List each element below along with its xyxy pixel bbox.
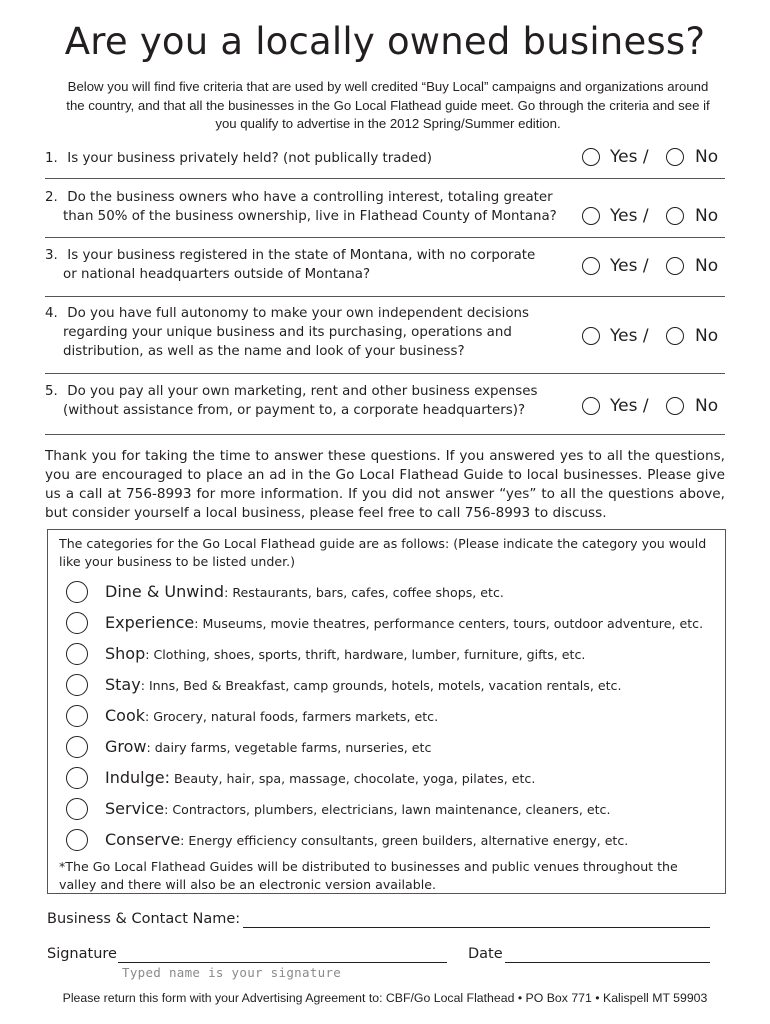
question-text: Is your business registered in the state of Montana, with no corporate (67, 248, 536, 263)
question-text: or national headquarters outside of Montana? (63, 267, 371, 282)
question-number: 3. (45, 248, 58, 263)
signature-label: Signature (47, 946, 117, 962)
question-text: Do you pay all your own marketing, rent and other business expenses (67, 384, 538, 399)
category-description: : Inns, Bed & Breakfast, camp grounds, hotels, motels, vacation rentals, etc. (140, 678, 622, 693)
question-number: 2. (45, 190, 58, 205)
question-text: distribution, as well as the name and look of your business? (63, 344, 465, 359)
category-grow (66, 736, 706, 760)
category-description: : Energy efficiency consultants, green builders, alternative energy, etc. (180, 833, 629, 848)
yes-label: Yes / (610, 206, 649, 226)
question-2 (45, 186, 725, 238)
yes-radio[interactable] (582, 257, 600, 275)
no-label: No (695, 256, 719, 276)
question-number: 5. (45, 384, 58, 399)
no-label: No (695, 206, 719, 226)
business-contact-label: Business & Contact Name: (47, 911, 241, 927)
category-radio[interactable] (66, 705, 88, 727)
category-radio[interactable] (66, 767, 88, 789)
date-label: Date (468, 946, 503, 962)
question-text: regarding your unique business and its purchasing, operations and (63, 325, 512, 340)
no-label: No (695, 396, 719, 416)
page-title: Are you a locally owned business? (64, 20, 706, 63)
question-5 (45, 380, 725, 435)
category-stay (66, 674, 706, 698)
category-name: Indulge: (105, 768, 170, 787)
intro-paragraph: Below you will find five criteria that are used by well credited “Buy Local” campaigns and organizations around the country, and that all the businesses in the Go Local Flathead guide meet. Go through the criteria and see if you qualify to advertise in the 2012 Spring/Summer edition. (66, 79, 710, 131)
category-description: Beauty, hair, spa, massage, chocolate, yoga, pilates, etc. (170, 771, 536, 786)
no-label: No (695, 326, 719, 346)
category-radio[interactable] (66, 829, 88, 851)
category-radio[interactable] (66, 643, 88, 665)
category-description: : Museums, movie theatres, performance centers, tours, outdoor adventure, etc. (194, 616, 704, 631)
answer-group-5 (582, 394, 762, 418)
answer-group-3 (582, 254, 762, 278)
question-number: 1. (45, 151, 58, 166)
signature-field[interactable] (118, 962, 447, 963)
category-description: : Grocery, natural foods, farmers markets, etc. (145, 709, 439, 724)
no-radio[interactable] (666, 148, 684, 166)
yes-label: Yes / (610, 396, 649, 416)
category-description: : Restaurants, bars, cafes, coffee shops, etc. (224, 585, 504, 600)
question-number: 4. (45, 306, 58, 321)
yes-radio[interactable] (582, 397, 600, 415)
category-description: : Clothing, shoes, sports, thrift, hardware, lumber, furniture, gifts, etc. (145, 647, 586, 662)
question-text: Do you have full autonomy to make your own independent decisions (67, 306, 529, 321)
category-radio[interactable] (66, 798, 88, 820)
category-name: Service (105, 799, 165, 818)
categories-intro: The categories for the Go Local Flathead guide are as follows: (Please indicate the category you would like your business to be listed under.) (59, 536, 707, 569)
question-1 (45, 144, 725, 179)
question-text: (without assistance from, or payment to, a corporate headquarters)? (63, 403, 526, 418)
category-name: Experience (105, 613, 195, 632)
question-text: than 50% of the business ownership, live in Flathead County of Montana? (63, 209, 557, 224)
no-radio[interactable] (666, 207, 684, 225)
yes-radio[interactable] (582, 207, 600, 225)
category-name: Stay (105, 675, 141, 694)
category-conserve (66, 829, 706, 853)
category-experience (66, 612, 706, 636)
category-name: Conserve (105, 830, 181, 849)
answer-group-4 (582, 324, 762, 348)
no-label: No (695, 147, 719, 167)
category-description: : Contractors, plumbers, electricians, lawn maintenance, cleaners, etc. (164, 802, 611, 817)
yes-label: Yes / (610, 256, 649, 276)
question-4 (45, 302, 725, 374)
yes-label: Yes / (610, 326, 649, 346)
category-name: Shop (105, 644, 146, 663)
question-text: Is your business privately held? (not publically traded) (67, 151, 432, 166)
yes-radio[interactable] (582, 148, 600, 166)
no-radio[interactable] (666, 397, 684, 415)
yes-label: Yes / (610, 147, 649, 167)
category-indulge (66, 767, 706, 791)
category-cook (66, 705, 706, 729)
yes-radio[interactable] (582, 327, 600, 345)
question-text: Do the business owners who have a controlling interest, totaling greater (67, 190, 553, 205)
answer-group-1 (582, 145, 762, 169)
category-radio[interactable] (66, 612, 88, 634)
category-radio[interactable] (66, 581, 88, 603)
categories-box (47, 529, 726, 894)
date-field[interactable] (505, 962, 710, 963)
no-radio[interactable] (666, 257, 684, 275)
category-name: Cook (105, 706, 146, 725)
category-name: Dine & Unwind (105, 582, 225, 601)
category-name: Grow (105, 737, 147, 756)
category-radio[interactable] (66, 736, 88, 758)
category-dine-unwind (66, 581, 706, 605)
business-contact-field[interactable] (243, 927, 710, 928)
category-description: : dairy farms, vegetable farms, nurseries, etc (146, 740, 432, 755)
category-service (66, 798, 706, 822)
answer-group-2 (582, 204, 762, 228)
no-radio[interactable] (666, 327, 684, 345)
distribution-note: *The Go Local Flathead Guides will be distributed to businesses and public venues throughout the valley and there will also be an electronic version available. (59, 859, 678, 892)
question-3 (45, 244, 725, 297)
signature-hint: Typed name is your signature (122, 965, 342, 980)
category-shop (66, 643, 706, 667)
category-radio[interactable] (66, 674, 88, 696)
return-address-footer: Please return this form with your Advertising Agreement to: CBF/Go Local Flathead • PO Box 771 • Kalispell MT 59903 (62, 991, 708, 1005)
thanks-paragraph: Thank you for taking the time to answer these questions. If you answered yes to all the questions, you are encouraged to place an ad in the Go Local Flathead Guide to local businesses. Please give us a call at 756-8993 for more information. If you did not answer “yes” to all the questions above, but consider yourself a local business, please feel free to call 756-8993 to discuss. (45, 448, 725, 521)
